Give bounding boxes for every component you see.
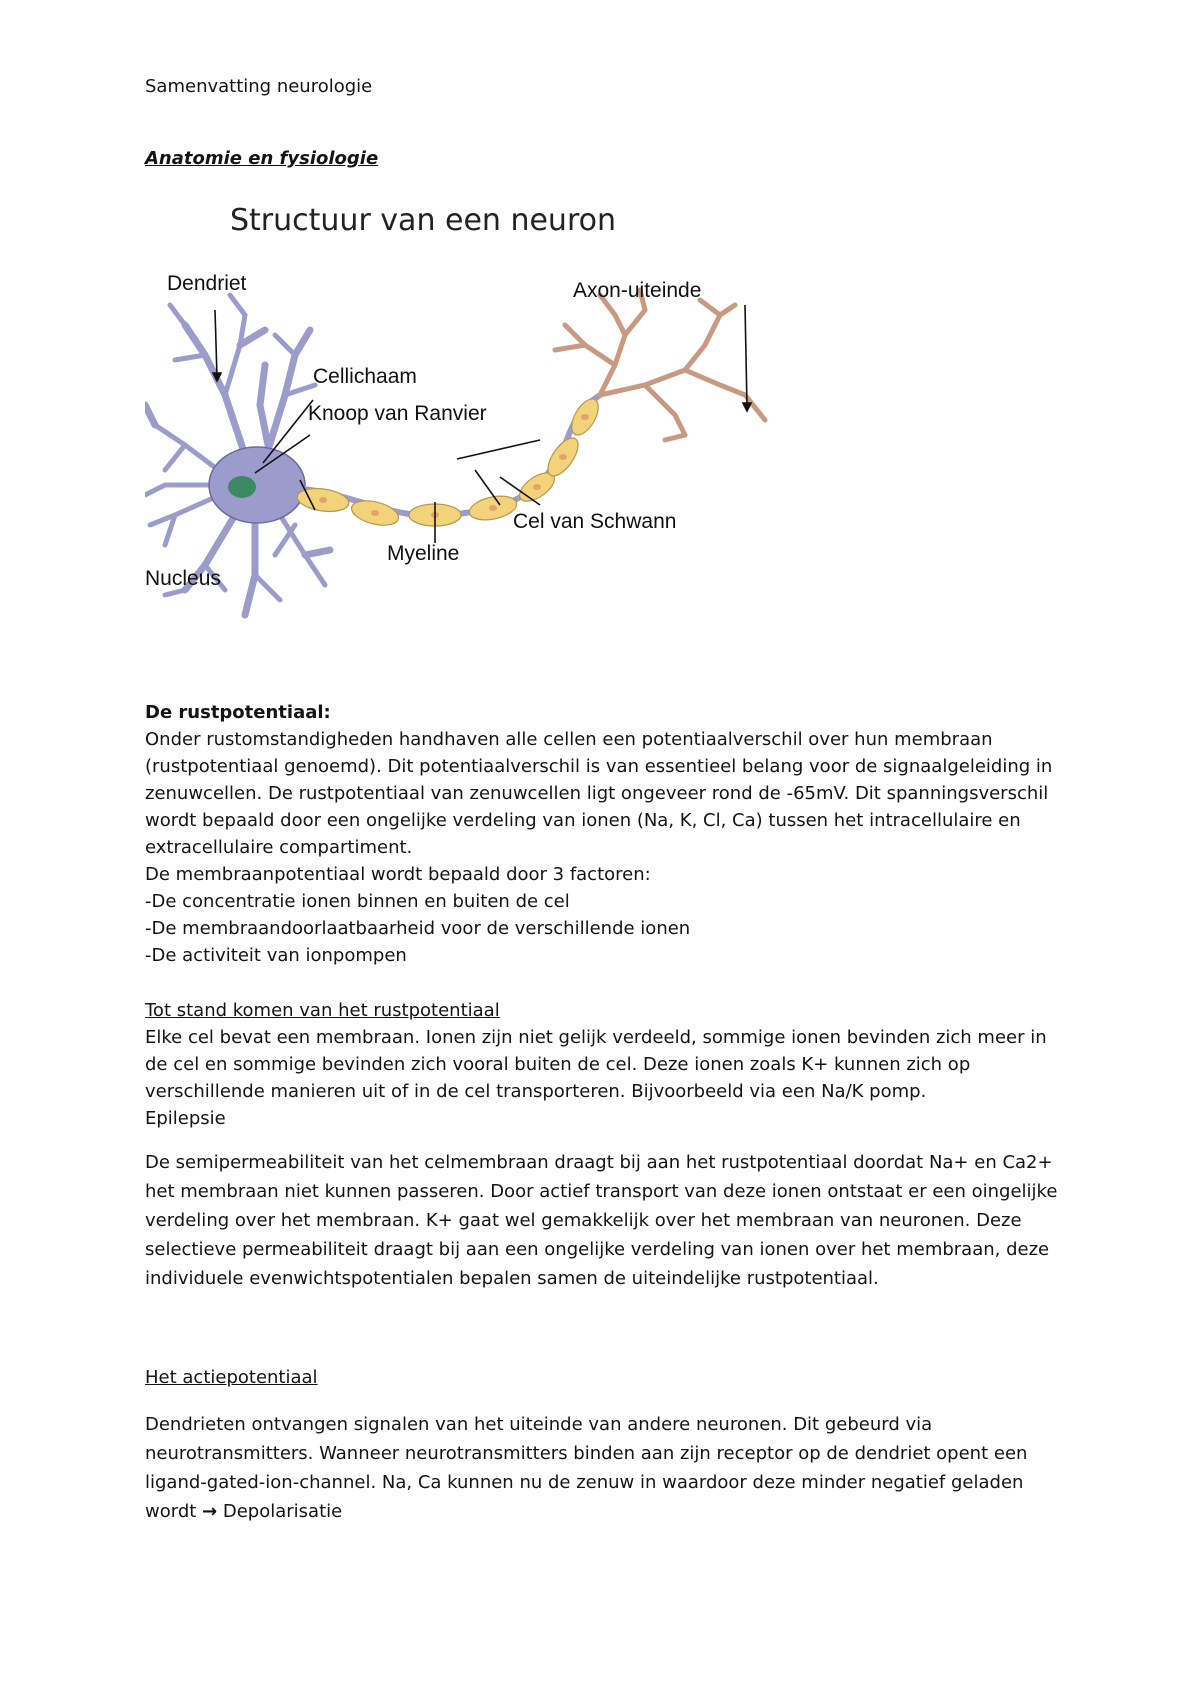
- label-knoop-van-ranvier: Knoop van Ranvier: [308, 402, 487, 425]
- pointer-dendriet: [215, 310, 217, 377]
- schwann-nucleus-dot: [581, 414, 589, 420]
- schwann-nucleus-dot: [319, 497, 327, 503]
- terminal-branch: [700, 300, 720, 315]
- rust-line: wordt bepaald door een ongelijke verdeling van ionen (Na, K, Cl, Ca) tussen het intracellulaire en: [145, 810, 1021, 831]
- dendrite-branch: [165, 590, 185, 595]
- dendrite-branch: [145, 485, 215, 495]
- label-nucleus: Nucleus: [145, 567, 221, 590]
- schwann-nucleus-dot: [489, 505, 497, 511]
- semi-line: het membraan niet kunnen passeren. Door actief transport van deze ionen ontstaat er een oingelijke: [145, 1181, 1058, 1202]
- terminal-branch: [645, 385, 685, 435]
- schwann-nucleus-dot: [371, 510, 379, 516]
- rust-line: zenuwcellen. De rustpotentiaal van zenuwcellen ligt ongeveer rond de -65mV. Dit spanningsverschil: [145, 783, 1049, 804]
- dendrite-branch: [275, 335, 295, 355]
- totstand-heading: Tot stand komen van het rustpotentiaal: [145, 1000, 500, 1021]
- actie-heading: Het actiepotentiaal: [145, 1367, 318, 1388]
- terminal-branch: [565, 325, 585, 345]
- schwann-nucleus-dot: [533, 484, 541, 490]
- label-cellichaam: Cellichaam: [313, 365, 417, 388]
- dendrite-branch: [170, 305, 185, 325]
- depolarisatie-term: Depolarisatie: [222, 1501, 343, 1522]
- semi-line: De semipermeabiliteit van het celmembraan draagt bij aan het rustpotentiaal doordat Na+ en Ca2+: [145, 1152, 1053, 1173]
- actie-line: Dendrieten ontvangen signalen van het uiteinde van andere neuronen. Dit gebeurd via: [145, 1414, 933, 1435]
- rust-line: (rustpotentiaal genoemd). Dit potentiaalverschil is van essentieel belang voor de signaalgeleiding in: [145, 756, 1053, 777]
- label-myeline: Myeline: [387, 542, 460, 565]
- semi-line: selectieve permeabiliteit draagt bij aan een ongelijke verdeling van ionen over het membraan, deze: [145, 1239, 1050, 1260]
- arrow-right-icon: →: [202, 1501, 218, 1522]
- totstand-paragraph: [145, 1024, 1047, 1132]
- schwann-nucleus-dot: [559, 454, 567, 460]
- neuron-diagram: [145, 195, 805, 655]
- terminal-branch: [555, 345, 615, 365]
- diagram-title: Structuur van een neuron: [230, 203, 616, 238]
- label-axon-uiteinde: Axon-uiteinde: [573, 279, 702, 302]
- document-title: Samenvatting neurologie: [145, 76, 373, 97]
- dendrite-branch: [305, 550, 330, 555]
- semi-paragraph: [145, 1148, 1057, 1293]
- totstand-line: Epilepsie: [145, 1108, 226, 1129]
- dendrite-branch: [230, 295, 245, 315]
- terminal-branch: [705, 305, 735, 345]
- totstand-line: verschillende manieren uit of in de cel transporteren. Bijvoorbeeld via een Na/K pomp.: [145, 1081, 927, 1102]
- rust-line: Onder rustomstandigheden handhaven alle cellen een potentiaalverschil over hun membraan: [145, 729, 993, 750]
- dendrite-branch: [275, 525, 295, 555]
- dendrite-branch: [185, 325, 245, 455]
- nucleus-shape: [228, 476, 256, 498]
- actie-line: neurotransmitters. Wanneer neurotransmitters binden aan zijn receptor op de dendriet opent een: [145, 1443, 1028, 1464]
- label-dendriet: Dendriet: [167, 272, 247, 295]
- actie-paragraph: [145, 1410, 1027, 1526]
- dendrite-branch: [150, 495, 220, 525]
- dendrite-branch: [145, 405, 155, 425]
- pointer-knoop-right: [457, 440, 540, 459]
- rust-line: De membraanpotentiaal wordt bepaald door 3 factoren:: [145, 864, 651, 885]
- terminal-branch: [685, 370, 745, 395]
- pointer-axon-uiteinde: [745, 305, 747, 407]
- actie-line: ligand-gated-ion-channel. Na, Ca kunnen nu de zenuw in waardoor deze minder negatief geladen: [145, 1472, 1024, 1493]
- terminal-branch: [665, 435, 685, 440]
- rust-list-item: -De membraandoorlaatbaarheid voor de verschillende ionen: [145, 918, 691, 939]
- label-cel-van-schwann: Cel van Schwann: [513, 510, 677, 533]
- rust-paragraph: [145, 726, 1052, 969]
- actie-last-line: [145, 1497, 1027, 1526]
- dendrite-branch: [225, 315, 245, 395]
- dendrite-branch: [255, 575, 280, 600]
- rust-list-item: -De activiteit van ionpompen: [145, 945, 407, 966]
- dendrite-branch: [245, 520, 255, 615]
- dendrite-branch: [175, 355, 205, 360]
- dendrite-branch: [165, 445, 185, 470]
- section-title: Anatomie en fysiologie: [145, 148, 379, 169]
- rust-heading: De rustpotentiaal:: [145, 702, 331, 723]
- totstand-line: de cel en sommige bevinden zich vooral buiten de cel. Deze ionen zoals K+ kunnen zich op: [145, 1054, 971, 1075]
- rust-line: extracellulaire compartiment.: [145, 837, 413, 858]
- actie-last-prefix: wordt: [145, 1501, 197, 1522]
- totstand-line: Elke cel bevat een membraan. Ionen zijn niet gelijk verdeeld, sommige ionen bevinden zich meer in: [145, 1027, 1047, 1048]
- semi-line: verdeling over het membraan. K+ gaat wel gemakkelijk over het membraan van neuronen. Deze: [145, 1210, 1022, 1231]
- dendrite-branch: [260, 365, 270, 455]
- rust-list-item: -De concentratie ionen binnen en buiten de cel: [145, 891, 570, 912]
- semi-line: individuele evenwichtspotentialen bepalen samen de uiteindelijke rustpotentiaal.: [145, 1268, 879, 1289]
